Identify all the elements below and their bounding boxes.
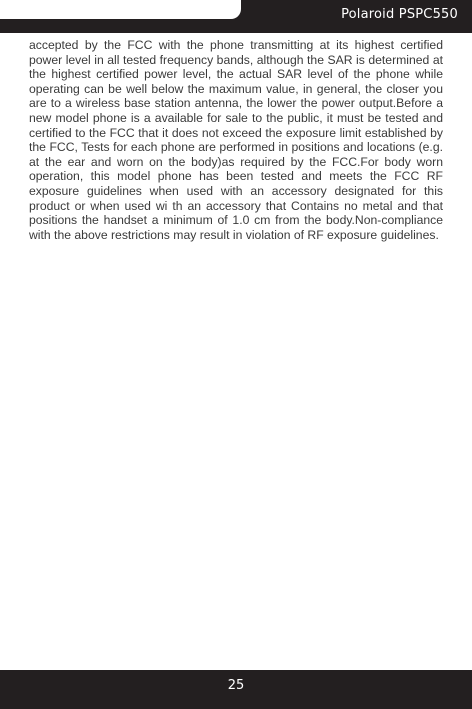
document-title: Polaroid PSPC550 (341, 7, 458, 22)
footer-bar (0, 670, 472, 709)
page-number: 25 (227, 678, 245, 693)
header-bar (0, 0, 472, 33)
body-paragraph: accepted by the FCC with the phone transmitting at its highest certified power level in all tested frequency bands, although the SAR is determined at the highest certified power level, the actual SAR level of the phone while operating can be well below the maximum value, in general, the closer you are to a wireless base station antenna, the lower the power output.Before a new model phone is a available for sale to the public, it must be tested and certified to the FCC that it does not exceed the exposure limit established by the FCC, Tests for each phone are performed in positions and locations (e.g. at the ear and worn on the body)as required by the FCC.For body worn operation, this model phone has been tested and meets the FCC RF exposure guidelines when used with an accessory designated for this product or when used wi th an accessory that Contains no metal and that positions the handset a minimum of 1.0 cm from the body.Non-compliance with the above restrictions may result in violation of RF exposure guidelines. (29, 38, 443, 242)
header-notch (0, 0, 241, 19)
